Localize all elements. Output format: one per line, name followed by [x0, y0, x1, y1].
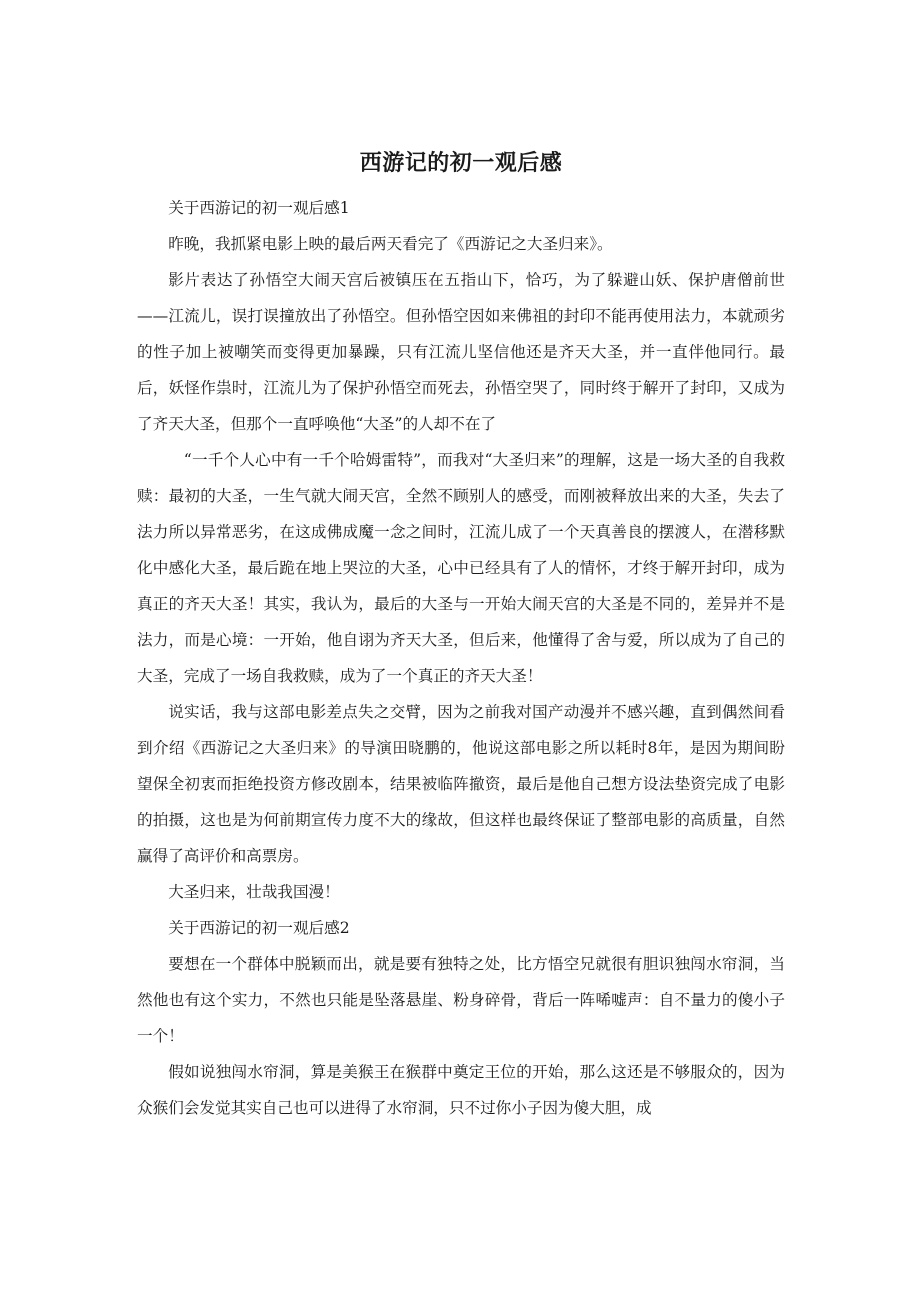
paragraph: 假如说独闯水帘洞，算是美猴王在猴群中奠定王位的开始，那么这还是不够服众的，因为众猴们会发觉其实自己也可以进得了水帘洞，只不过你小子因为傻大胆，成	[137, 1063, 785, 1117]
paragraph: 影片表达了孙悟空大闹天宫后被镇压在五指山下，恰巧，为了躲避山妖、保护唐僧前世——江流儿，误打误撞放出了孙悟空。但孙悟空因如来佛祖的封印不能再使用法力，本就顽劣的性子加上被嘲笑而变得更加暴躁，只有江流儿坚信他还是齐天大圣，并一直伴他同行。最后，妖怪作祟时，江流儿为了保护孙悟空而死去，孙悟空哭了，同时终于解开了封印，又成为了齐天大圣，但那个一直呼唤他“大圣”的人却不在了	[137, 271, 785, 433]
paragraph: 昨晚，我抓紧电影上映的最后两天看完了《西游记之大圣归来》。	[168, 235, 613, 253]
document-page	[137, 148, 785, 1126]
document-title: 西游记的初一观后感	[359, 151, 563, 176]
paragraph: 说实话，我与这部电影差点失之交臂，因为之前我对国产动漫并不感兴趣，直到偶然间看到介绍《西游记之大圣归来》的导演田晓鹏的，他说这部电影之所以耗时8年，是因为期间盼望保全初衷而拒绝投资方修改剧本，结果被临阵撤资，最后是他自己想方设法垫资完成了电影的拍摄，这也是为何前期宣传力度不大的缘故，但这样也最终保证了整部电影的高质量，自然赢得了高评价和高票房。	[137, 703, 785, 865]
section-2-heading: 关于西游记的初一观后感2	[168, 919, 350, 937]
section-1-heading: 关于西游记的初一观后感1	[168, 199, 350, 217]
paragraph: 大圣归来，壮哉我国漫！	[168, 883, 340, 901]
paragraph: “一千个人心中有一千个哈姆雷特”，而我对“大圣归来”的理解，这是一场大圣的自我救赎：最初的大圣，一生气就大闹天宫，全然不顾别人的感受，而刚被释放出来的大圣，失去了法力所以异常恶劣，在这成佛成魔一念之间时，江流儿成了一个天真善良的摆渡人，在潜移默化中感化大圣，最后跪在地上哭泣的大圣，心中已经具有了人的情怀，才终于解开封印，成为真正的齐天大圣！其实，我认为，最后的大圣与一开始大闹天宫的大圣是不同的，差异并不是法力，而是心境：一开始，他自诩为齐天大圣，但后来，他懂得了舍与爱，所以成为了自己的大圣，完成了一场自我救赎，成为了一个真正的齐天大圣！	[137, 451, 785, 685]
paragraph: 要想在一个群体中脱颖而出，就是要有独特之处，比方悟空兄就很有胆识独闯水帘洞，当然他也有这个实力，不然也只能是坠落悬崖、粉身碎骨，背后一阵唏嘘声：自不量力的傻小子一个！	[137, 955, 785, 1045]
